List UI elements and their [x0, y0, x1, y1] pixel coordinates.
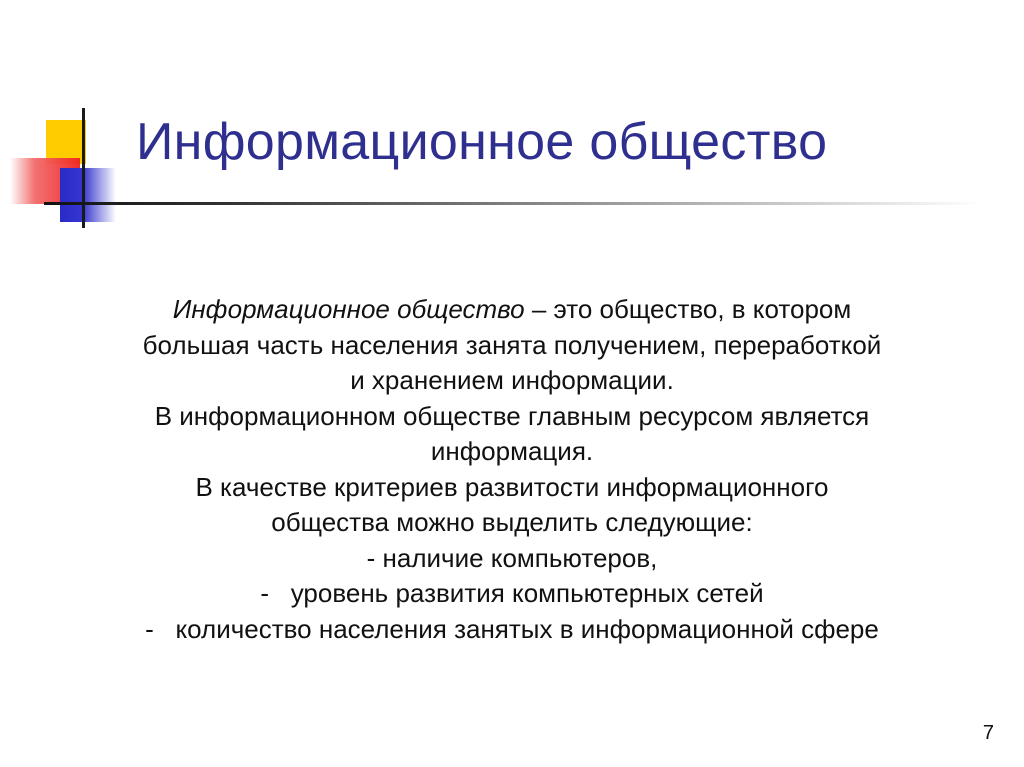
body-line-4: В информационном обществе главным ресурсом является	[154, 400, 870, 431]
criteria-item: - наличие компьютеров,	[366, 542, 658, 573]
definition-line	[40, 292, 984, 328]
slide-body	[40, 292, 984, 647]
vertical-rule	[82, 108, 85, 228]
criteria-item: - количество населения занятых в информационной сфере	[145, 613, 879, 644]
slide-title: Информационное общество	[136, 113, 828, 171]
body-line-6: В качестве критериев развитости информационного	[195, 471, 829, 502]
body-line-7: общества можно выделить следующие:	[271, 507, 753, 537]
page-number: 7	[982, 722, 994, 744]
body-line-2: большая часть населения занята получением, переработкой	[142, 329, 882, 360]
title-underline-rule	[44, 202, 984, 205]
definition-rest: – это общество, в котором	[524, 294, 852, 324]
definition-term: Информационное общество	[172, 294, 525, 324]
criteria-item: - уровень развития компьютерных сетей	[260, 578, 764, 608]
body-line-3: и хранением информации.	[350, 365, 674, 395]
body-line-5: информация.	[430, 436, 594, 466]
blue-square-decoration	[60, 168, 116, 222]
